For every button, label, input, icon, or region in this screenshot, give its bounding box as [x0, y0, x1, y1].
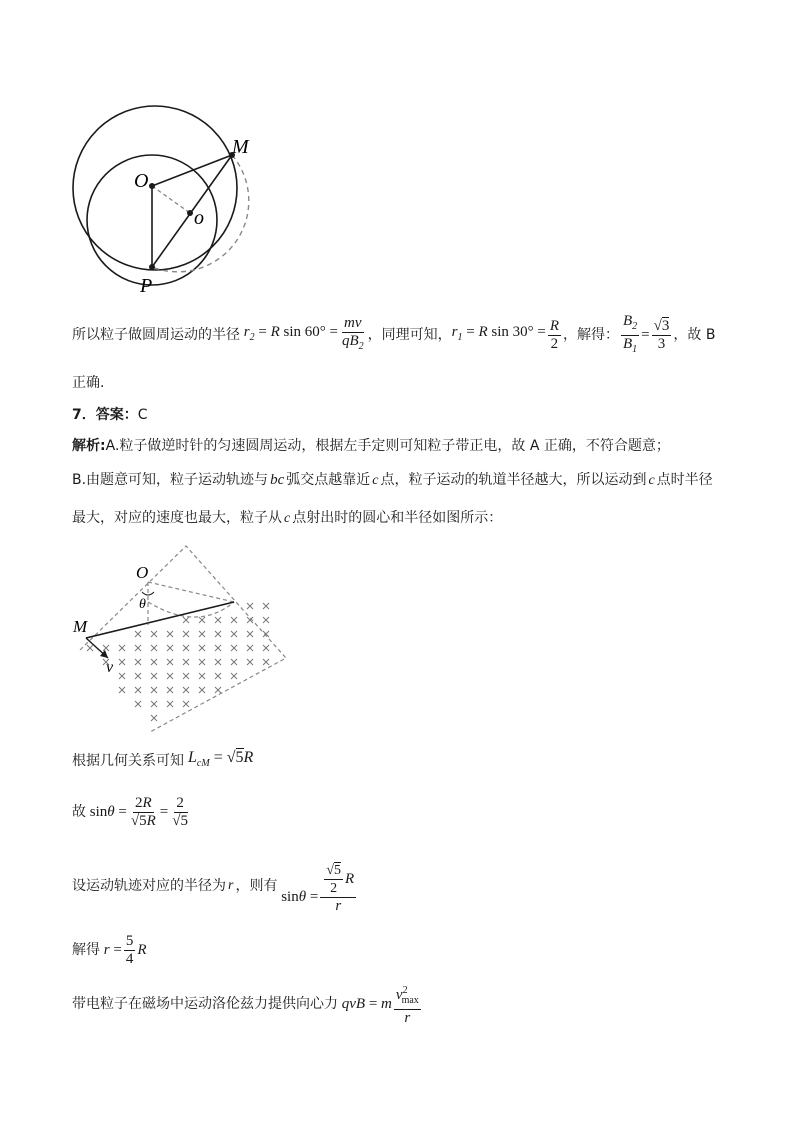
frac-vmax2-r: $\frac{v^2_{max}}{r}$ — [394, 982, 421, 1027]
R-var: R — [137, 942, 147, 958]
label-O: O — [134, 170, 149, 192]
so-text: 故 — [72, 804, 86, 820]
line-A-text: A.粒子做逆时针的匀速圆周运动，根据左手定则可知粒子带正电，故 A 正确，不符合题意； — [105, 438, 670, 454]
frac-5-4: $\frac{5}{4}$ — [125, 932, 134, 967]
label-O2: O — [136, 563, 149, 582]
equals-sign: = — [641, 327, 650, 343]
r-equals: r = — [100, 942, 122, 958]
frac-2R-sqrt5R: $\frac{2R}{√5R}$ — [130, 794, 156, 829]
frac-B2-B1: $\frac{B_2}{B_1}$ — [623, 312, 638, 355]
boundary-dashed — [80, 546, 286, 732]
step-geometry — [72, 748, 253, 774]
analysis-label: 解析: — [72, 438, 106, 454]
line-B1b: 弧交点越靠近 — [286, 472, 371, 488]
correct-text: 正确. — [72, 375, 105, 391]
line-B1a: B.由题意可知，粒子运动轨迹与 — [72, 472, 269, 488]
point-P — [149, 264, 155, 270]
analysis-line-A — [72, 436, 670, 456]
line-B2b: 点射出时的圆心和半径如图所示： — [292, 510, 503, 526]
point-O — [149, 183, 155, 189]
label-M: M — [232, 136, 249, 158]
line-B1d: 点时半径 — [656, 472, 713, 488]
label-v: v — [106, 659, 114, 676]
frac-2-sqrt5: $\frac{2}{√5}$ — [172, 794, 188, 829]
equals-2: = — [159, 804, 169, 820]
frac-R-2: $\frac{R}{2}$ — [549, 317, 559, 352]
sin-theta: sinθ = — [86, 804, 127, 820]
label-M2: M — [73, 617, 88, 636]
solve-text: ，解得： — [563, 327, 619, 343]
step-set — [72, 855, 358, 917]
formula-r2: $r_2 = R$ sin 60° = — [240, 324, 338, 343]
qvB-equals: qvB = m — [338, 996, 392, 1012]
label-P: P — [140, 275, 153, 297]
point-c-3: c — [284, 511, 291, 526]
formula-r1: $r_1 = R$ sin 30° = — [451, 324, 546, 343]
formula-LcM: $L_{cM} = √5R$ — [184, 748, 254, 770]
answer-value: C — [137, 407, 148, 423]
label-theta: θ — [139, 597, 146, 612]
line-Oo-dashed — [152, 186, 190, 213]
frac-sqrt5-2-R-over-r: $\frac{√5}{2}$ R r — [320, 862, 356, 915]
frac-sqrt3-3: $\frac{√3}{3}$ — [653, 317, 670, 352]
set-text-b: ，则有 — [235, 878, 278, 894]
set-text-a: 设运动轨迹对应的半径为 — [72, 878, 226, 894]
set-r: r — [228, 878, 234, 893]
analysis-line-B1 — [72, 470, 713, 491]
sin-theta-2: sinθ = — [277, 889, 319, 905]
line-M-c — [86, 602, 234, 638]
line-B2a: 最大，对应的速度也最大，粒子从 — [72, 510, 282, 526]
arc-bc: bc — [270, 472, 285, 488]
solve-text-2: 解得 — [72, 942, 100, 958]
label-o: o — [194, 207, 204, 229]
point-c-2: c — [648, 473, 655, 488]
field-crosses — [87, 603, 269, 721]
step-force — [72, 982, 423, 1026]
figure-magnetic-field — [68, 540, 298, 740]
q7-answer-line — [72, 405, 148, 425]
radius-line — [72, 312, 715, 358]
line-B1c: 点，粒子运动的轨道半径越大，所以运动到 — [380, 472, 647, 488]
geom-text: 根据几何关系可知 — [72, 753, 184, 769]
answer-label: 答案： — [95, 407, 138, 423]
analysis-line-B2 — [72, 508, 502, 529]
arc-bc-dashed — [148, 602, 234, 617]
point-c-1: c — [372, 473, 379, 488]
same-text: ，同理可知， — [367, 327, 452, 343]
radius-O-c — [148, 582, 234, 602]
force-text: 带电粒子在磁场中运动洛伦兹力提供向心力 — [72, 996, 338, 1012]
figure-circles — [60, 95, 280, 305]
step-solve — [72, 928, 146, 972]
frac-mv-qB2: $\frac{mv}{qB_2}$ — [341, 315, 364, 352]
step-sin — [72, 788, 192, 836]
q7-number: 7． — [72, 407, 96, 423]
intro-text: 所以粒子做圆周运动的半径 — [72, 327, 240, 343]
tail-text: ，故 B — [673, 327, 716, 343]
point-o — [187, 210, 193, 216]
